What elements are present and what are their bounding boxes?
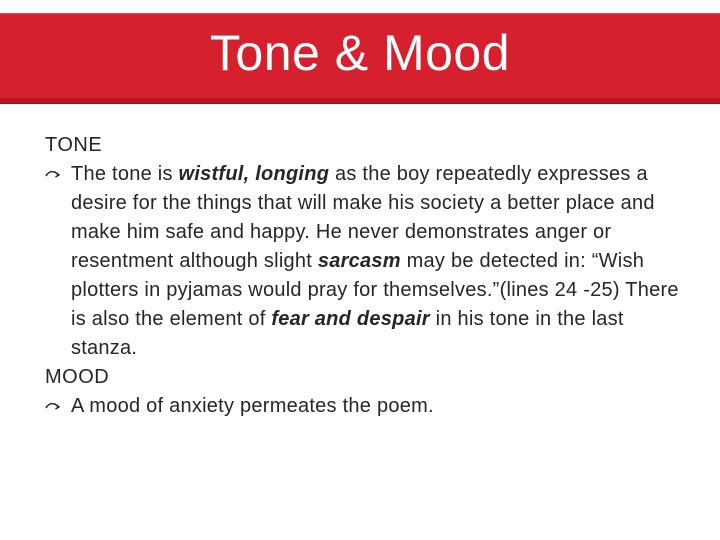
slide-content (45, 131, 685, 421)
tone-text-segment: in his tone in the last stanza. (71, 308, 624, 359)
tone-text-segment: may be detected in: “Wish plotters in pyjamas would pray for themselves.”(lines 24 -25) There is also the element of (71, 250, 679, 330)
curved-arrow-bullet-icon (45, 169, 63, 181)
tone-description (71, 163, 679, 359)
tone-bullet (45, 160, 685, 363)
tone-emphasis-fear-and-despair: fear and despair (271, 308, 430, 330)
mood-description: A mood of anxiety permeates the poem. (71, 395, 434, 417)
mood-heading: MOOD (45, 366, 110, 388)
tone-text-segment: as the boy repeatedly expresses a desire for the things that will make his society a better place and make him safe and happy. He never demonstrates anger or resentment although slight (71, 163, 655, 272)
slide-title: Tone & Mood (209, 25, 511, 81)
tone-emphasis-wistful-longing: wistful, longing (178, 163, 330, 185)
tone-text-segment: The tone is (71, 163, 179, 185)
tone-emphasis-sarcasm: sarcasm (317, 250, 401, 272)
tone-heading: TONE (45, 134, 103, 156)
mood-bullet (45, 392, 685, 421)
curved-arrow-bullet-icon (45, 401, 63, 413)
